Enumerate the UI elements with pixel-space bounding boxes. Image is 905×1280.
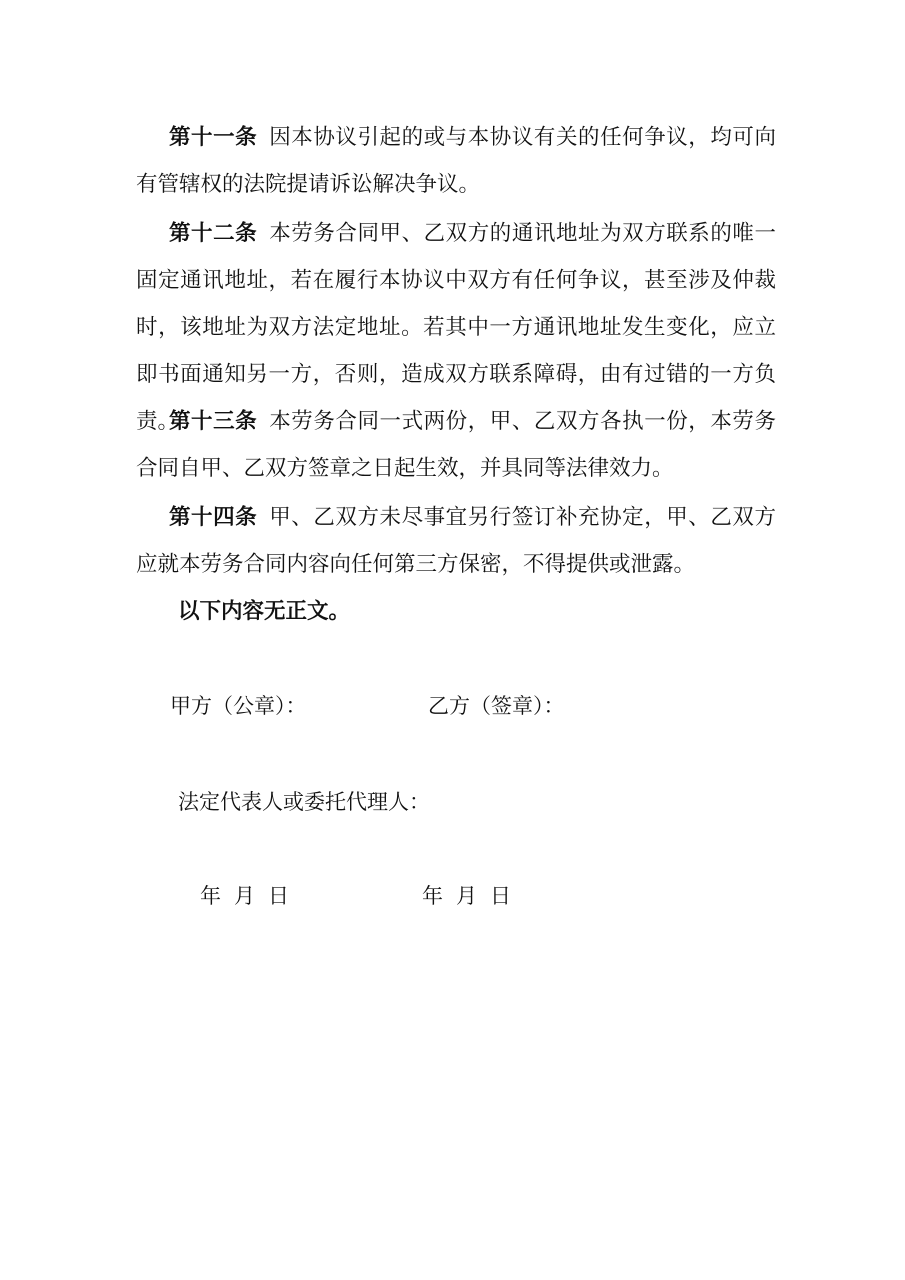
party-a-date <box>200 881 289 911</box>
party-a-seal-label: 甲方（公章）： <box>170 694 307 718</box>
closing-statement: 以下内容无正文。 <box>178 599 351 624</box>
date-month: 月 <box>234 884 255 908</box>
date-day: 日 <box>490 884 511 908</box>
party-b-seal-label: 乙方（签章）： <box>428 694 565 718</box>
article-text: 因本协议引起的或与本协议有关的任何争议，均可向有管辖权的法院提请诉讼解决争议。 <box>136 125 776 197</box>
article-11 <box>136 114 776 208</box>
party-b-date <box>422 881 511 911</box>
article-text: 甲、乙双方未尽事宜另行签订补充协定，甲、乙双方应就本劳务合同内容向任何第三方保密，不得提供或泄露。 <box>136 505 776 577</box>
article-text: 本劳务合同一式两份，甲、乙双方各执一份，本劳务合同自甲、乙双方签章之日起生效，并具同等法律效力。 <box>136 409 776 481</box>
article-heading: 第十一条 <box>169 125 258 150</box>
article-heading: 第十四条 <box>169 505 258 530</box>
date-day: 日 <box>268 884 289 908</box>
article-heading: 第十二条 <box>169 221 258 246</box>
representative-label: 法定代表人或委托代理人： <box>178 790 430 814</box>
article-heading: 第十三条 <box>169 409 258 434</box>
date-month: 月 <box>456 884 477 908</box>
article-13 <box>136 398 776 492</box>
date-year: 年 <box>422 884 443 908</box>
article-14 <box>136 494 776 588</box>
date-year: 年 <box>200 884 221 908</box>
article-text: 本劳务合同甲、乙双方的通讯地址为双方联系的唯一固定通讯地址，若在履行本协议中双方有任何争议，甚至涉及仲裁时，该地址为双方法定地址。若其中一方通讯地址发生变化，应立即书面通知另一方，否则，造成双方联系障碍，由有过错的一方负责。 <box>136 221 776 434</box>
